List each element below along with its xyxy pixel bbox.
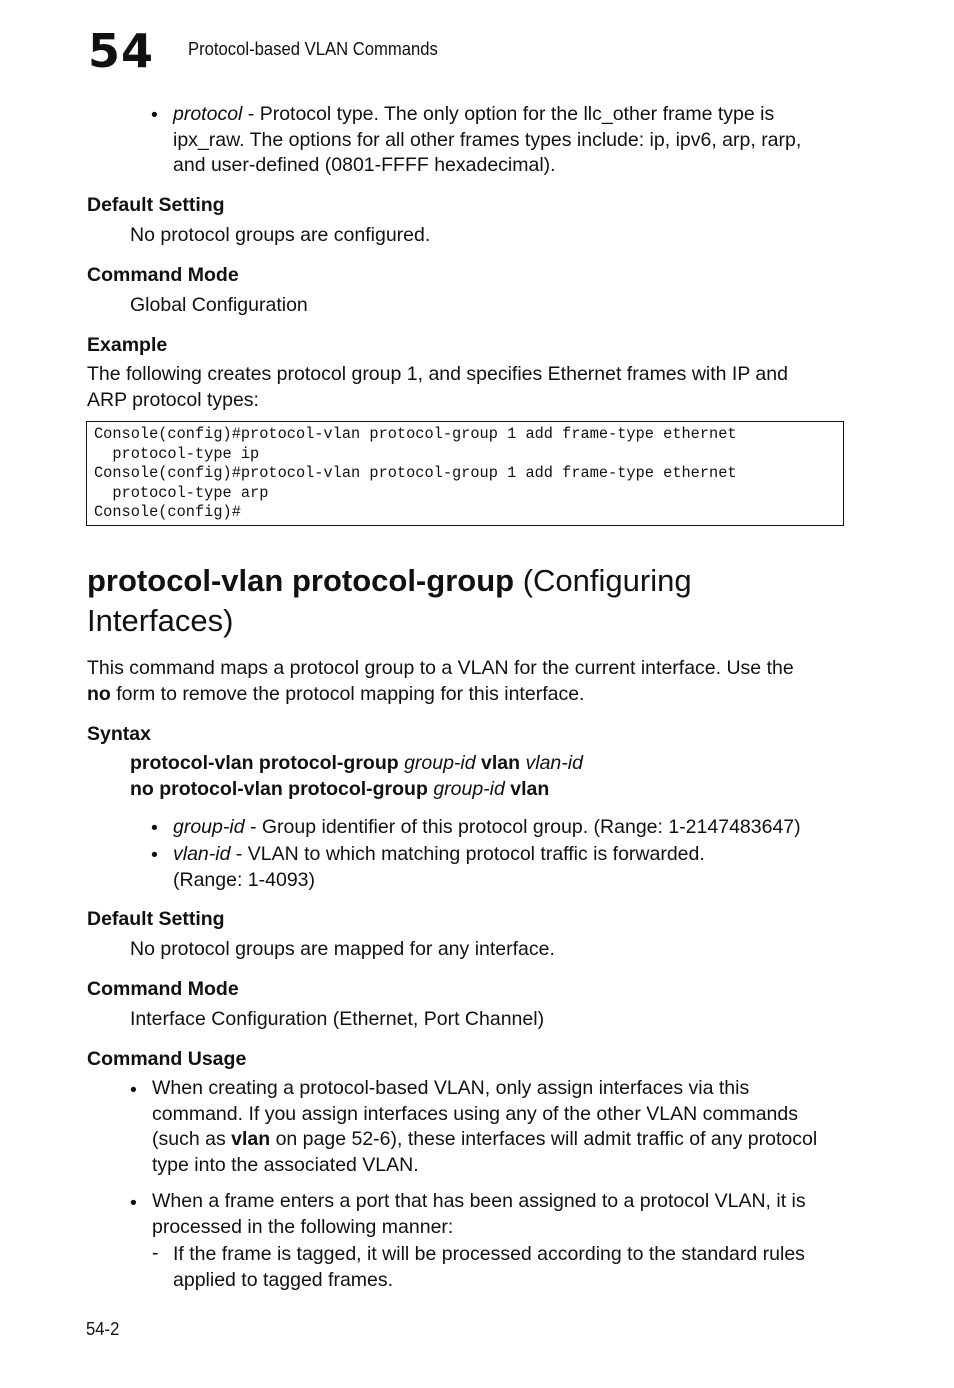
param-range: (Range: 1-4093) — [173, 868, 316, 891]
default-setting-text: No protocol groups are mapped for any interface. — [130, 938, 555, 960]
syntax-keyword: vlan — [510, 777, 550, 800]
command-title-rest: (Configuring — [514, 563, 692, 598]
param-text: - Group identifier of this protocol group. (Range: 1-2147483647) — [244, 816, 801, 838]
usage-line: When a frame enters a port that has been assigned to a protocol VLAN, it is — [152, 1190, 806, 1212]
example-line: The following creates protocol group 1, and specifies Ethernet frames with IP and — [87, 363, 788, 385]
intro-no-keyword: no — [87, 682, 111, 705]
default-setting-heading: Default Setting — [87, 908, 225, 930]
syntax-command: protocol-vlan protocol-group — [130, 752, 399, 774]
param-vlan-id — [173, 842, 705, 893]
command-mode-text: Global Configuration — [130, 294, 308, 316]
syntax-command: no protocol-vlan protocol-group — [130, 777, 428, 800]
code-line: protocol-type arp — [94, 483, 269, 502]
code-block — [94, 425, 737, 523]
code-line: Console(config)#protocol-vlan protocol-group 1 add frame-type ethernet — [94, 464, 737, 482]
command-usage-heading: Command Usage — [87, 1048, 247, 1070]
param-term: vlan-id — [173, 843, 231, 865]
chapter-number: 54 — [88, 24, 155, 78]
example-heading: Example — [87, 334, 168, 356]
example-description — [87, 362, 788, 413]
intro-line: form to remove the protocol mapping for this interface. — [110, 682, 585, 705]
usage-line: command. If you assign interfaces using any of the other VLAN commands — [152, 1102, 798, 1125]
dash-icon: - — [152, 1242, 159, 1264]
syntax-heading: Syntax — [87, 723, 151, 745]
syntax-arg: group-id — [433, 777, 505, 800]
command-title — [87, 561, 692, 641]
usage-item — [152, 1076, 817, 1178]
syntax-block — [130, 751, 583, 802]
param-text: and user-defined (0801-FFFF hexadecimal). — [173, 154, 556, 176]
default-setting-text: No protocol groups are configured. — [130, 224, 431, 246]
command-mode-text: Interface Configuration (Ethernet, Port Channel) — [130, 1008, 545, 1030]
bullet-icon: • — [130, 1079, 137, 1101]
param-group-id — [173, 815, 801, 841]
command-title-bold: protocol-vlan protocol-group — [87, 563, 515, 598]
syntax-arg: vlan-id — [525, 752, 583, 774]
code-example — [86, 421, 844, 526]
usage-line: If the frame is tagged, it will be processed according to the standard rules — [173, 1243, 805, 1265]
syntax-arg: group-id — [404, 752, 476, 774]
bullet-icon: • — [151, 104, 158, 126]
command-mode-heading: Command Mode — [87, 978, 239, 1000]
usage-line: (such as — [152, 1128, 232, 1150]
default-setting-heading: Default Setting — [87, 194, 225, 216]
intro-line: This command maps a protocol group to a VLAN for the current interface. Use the — [87, 657, 794, 679]
usage-item — [152, 1189, 806, 1240]
usage-line: applied to tagged frames. — [173, 1268, 394, 1291]
page-number: 54-2 — [86, 1318, 120, 1339]
command-title-line2: Interfaces) — [87, 603, 234, 638]
param-text: ipx_raw. The options for all other frames types include: ip, ipv6, arp, rarp, — [173, 128, 802, 151]
command-mode-heading: Command Mode — [87, 264, 239, 286]
example-line: ARP protocol types: — [87, 388, 259, 411]
usage-line: processed in the following manner: — [152, 1215, 454, 1238]
usage-keyword: vlan — [231, 1128, 271, 1150]
usage-line: type into the associated VLAN. — [152, 1153, 419, 1176]
param-text: - Protocol type. The only option for the llc_other frame type is — [242, 103, 775, 125]
param-text: - VLAN to which matching protocol traffic is forwarded. — [230, 843, 705, 865]
param-term: protocol — [173, 103, 243, 125]
usage-line: on page 52-6), these interfaces will admit traffic of any protocol — [270, 1128, 818, 1150]
protocol-param — [173, 102, 853, 179]
code-line: Console(config)# — [94, 503, 241, 521]
param-term: group-id — [173, 816, 245, 838]
bullet-icon: • — [151, 817, 158, 839]
code-line: Console(config)#protocol-vlan protocol-group 1 add frame-type ethernet — [94, 425, 737, 443]
usage-subitem — [173, 1242, 805, 1293]
command-intro — [87, 656, 794, 707]
bullet-icon: • — [151, 844, 158, 866]
usage-line: When creating a protocol-based VLAN, only assign interfaces via this — [152, 1077, 750, 1099]
syntax-keyword: vlan — [481, 752, 521, 774]
code-line: protocol-type ip — [94, 444, 260, 463]
bullet-icon: • — [130, 1192, 137, 1214]
running-title: Protocol-based VLAN Commands — [188, 38, 438, 59]
